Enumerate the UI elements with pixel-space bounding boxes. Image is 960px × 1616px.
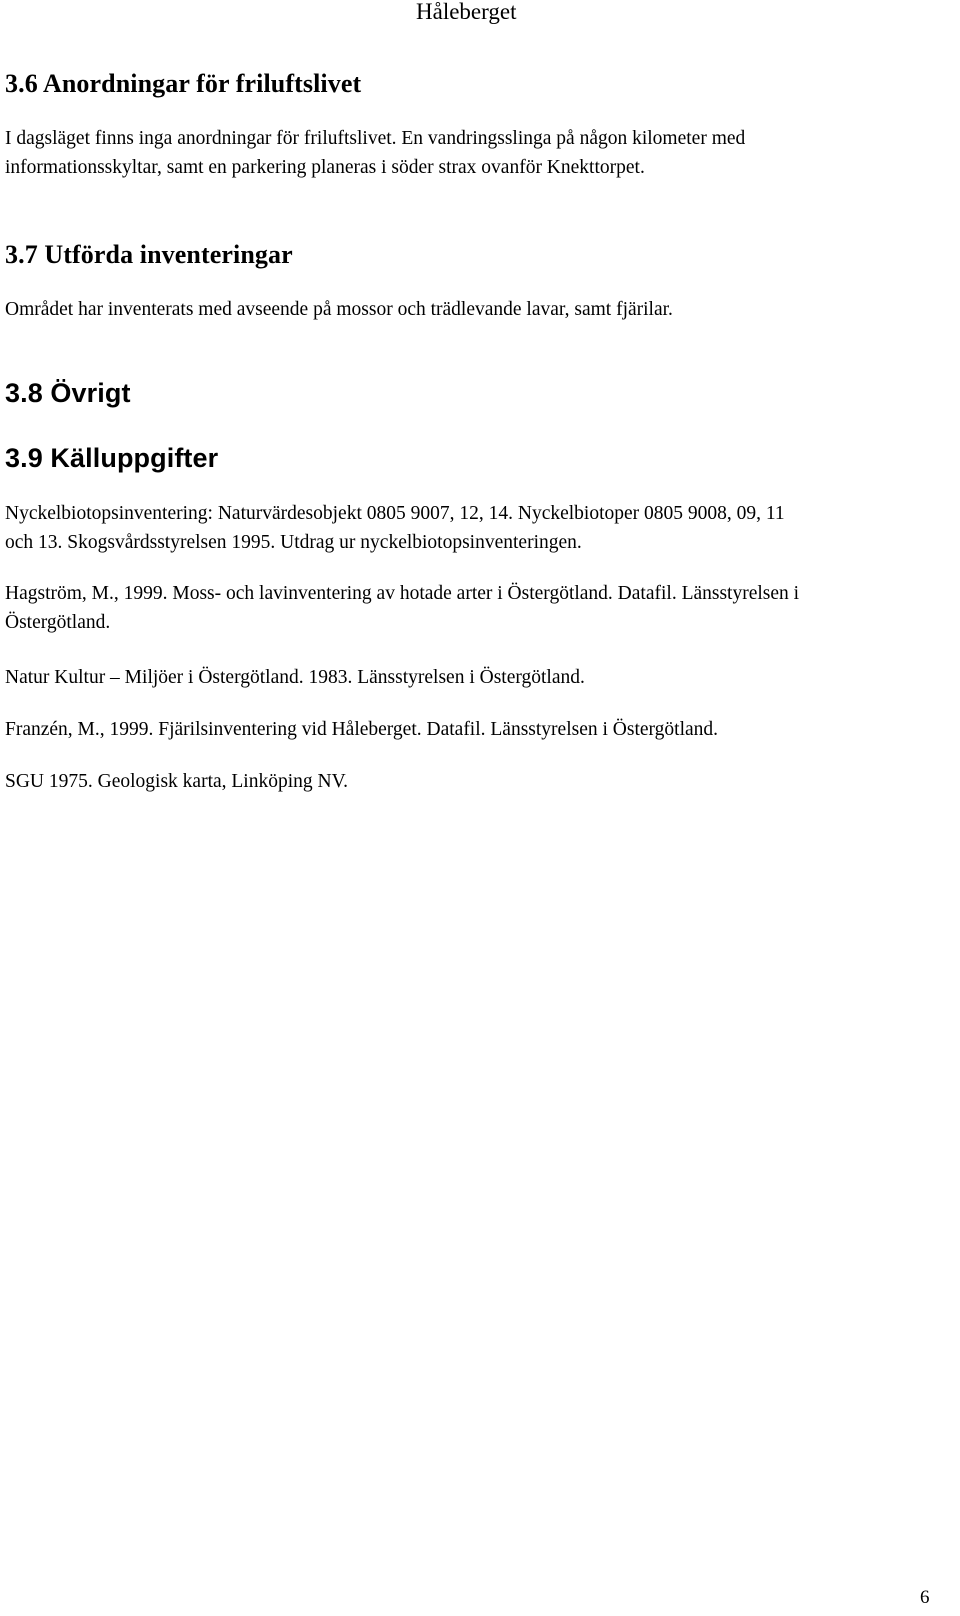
section-heading-3-9: 3.9 Källuppgifter: [5, 443, 219, 473]
reference-line: Nyckelbiotopsinventering: Naturvärdesobjekt 0805 9007, 12, 14. Nyckelbiotoper 0805 9008, 09, 11: [5, 503, 785, 524]
paragraph-line: I dagsläget finns inga anordningar för friluftslivet. En vandringsslinga på någon kilometer med: [5, 128, 746, 149]
reference-line: Hagström, M., 1999. Moss- och lavinventering av hotade arter i Östergötland. Datafil. Länsstyrelsen i: [5, 583, 800, 604]
section-heading-3-6: 3.6 Anordningar för friluftslivet: [5, 69, 362, 98]
reference-entry: [5, 580, 915, 637]
paragraph-line: Området har inventerats med avseende på mossor och trädlevande lavar, samt fjärilar.: [5, 299, 673, 320]
section-paragraph-3-6: [5, 125, 915, 182]
section-heading-3-8: 3.8 Övrigt: [5, 378, 131, 408]
page-number: 6: [920, 1587, 930, 1608]
section-heading-3-7: 3.7 Utförda inventeringar: [5, 240, 293, 269]
section-paragraph-3-7: [5, 296, 915, 325]
paragraph-line: informationsskyltar, samt en parkering planeras i söder strax ovanför Knekttorpet.: [5, 156, 645, 178]
reference-entry: [5, 664, 915, 693]
reference-line: Franzén, M., 1999. Fjärilsinventering vid Håleberget. Datafil. Länsstyrelsen i Östergötland.: [5, 719, 719, 740]
reference-line: SGU 1975. Geologisk karta, Linköping NV.: [5, 771, 349, 792]
reference-entry: [5, 768, 915, 797]
running-header: Håleberget: [416, 0, 517, 24]
reference-line: och 13. Skogsvårdsstyrelsen 1995. Utdrag ur nyckelbiotopsinventeringen.: [5, 531, 582, 553]
reference-entry: [5, 716, 915, 745]
reference-line: Natur Kultur – Miljöer i Östergötland. 1983. Länsstyrelsen i Östergötland.: [5, 667, 585, 688]
reference-line: Östergötland.: [5, 611, 111, 633]
reference-entry: [5, 500, 915, 557]
